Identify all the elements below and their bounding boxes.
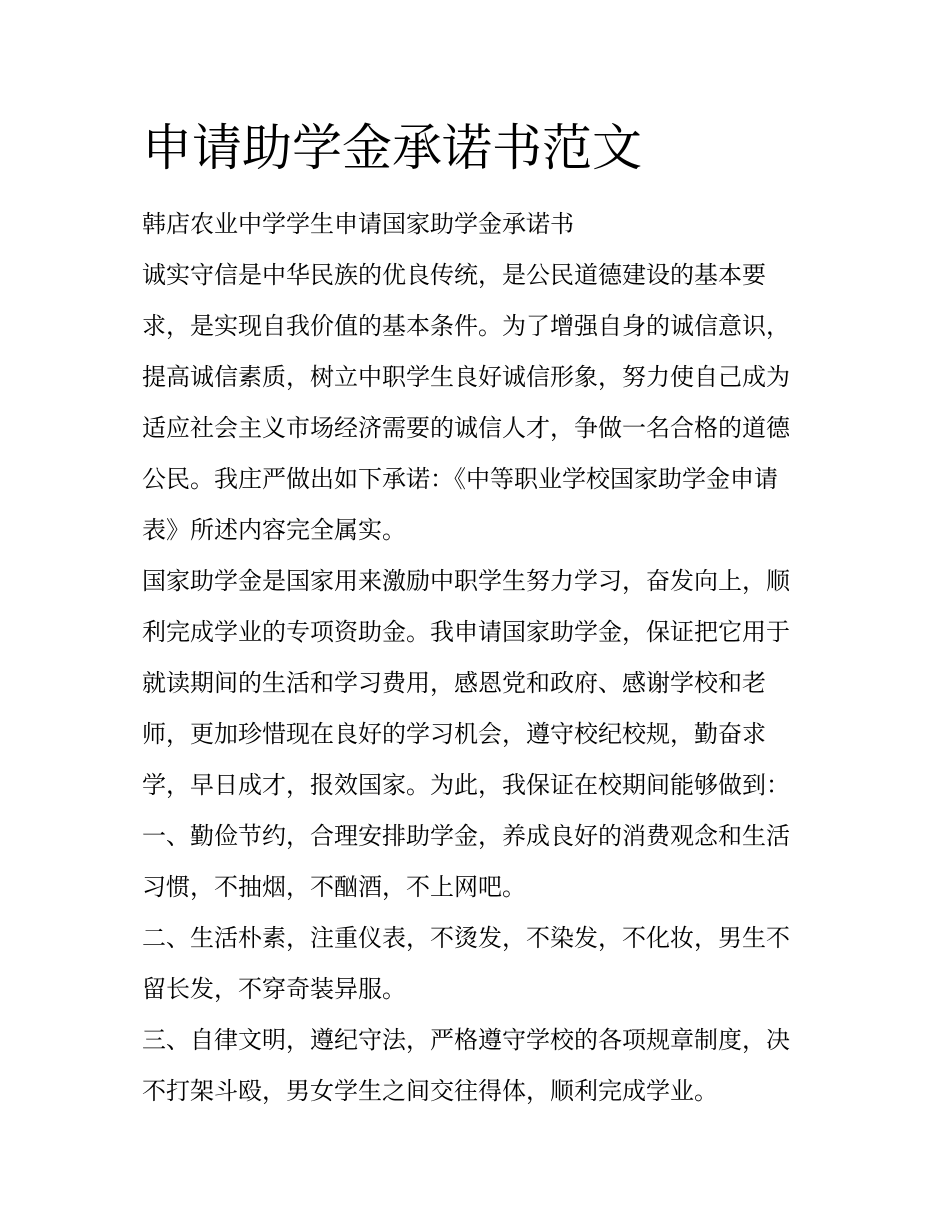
text-line: 留长发，不穿奇装异服。 xyxy=(142,975,406,1003)
paragraph-grant-purpose xyxy=(142,556,812,811)
text-line: 三、自律文明，遵纪守法，严格遵守学校的各项规章制度，决 xyxy=(142,1026,790,1054)
text-line: 提高诚信素质，树立中职学生良好诚信形象，努力使自己成为 xyxy=(142,363,790,391)
text-line: 就读期间的生活和学习费用，感恩党和政府、感谢学校和老 xyxy=(142,669,766,697)
text-line: 不打架斗殴，男女学生之间交往得体，顺利完成学业。 xyxy=(142,1077,718,1105)
text-line: 表》所述内容完全属实。 xyxy=(142,516,406,544)
document-title: 申请助学金承诺书范文 xyxy=(142,119,642,177)
text-line: 适应社会主义市场经济需要的诚信人才，争做一名合格的道德 xyxy=(142,414,790,442)
text-line: 公民。我庄严做出如下承诺：《中等职业学校国家助学金申请 xyxy=(142,465,778,493)
document-body xyxy=(142,250,812,1117)
text-line: 师，更加珍惜现在良好的学习机会，遵守校纪校规，勤奋求 xyxy=(142,720,766,748)
text-line: 求，是实现自我价值的基本条件。为了增强自身的诚信意识， xyxy=(142,312,790,340)
document-subtitle: 韩店农业中学学生申请国家助学金承诺书 xyxy=(142,210,574,238)
paragraph-integrity xyxy=(142,250,812,556)
pledge-item-2 xyxy=(142,913,812,1015)
text-line: 学，早日成才，报效国家。为此，我保证在校期间能够做到： xyxy=(142,771,790,799)
text-line: 一、勤俭节约，合理安排助学金，养成良好的消费观念和生活 xyxy=(142,822,790,850)
text-line: 利完成学业的专项资助金。我申请国家助学金，保证把它用于 xyxy=(142,618,790,646)
text-line: 国家助学金是国家用来激励中职学生努力学习，奋发向上，顺 xyxy=(142,567,790,595)
text-line: 二、生活朴素，注重仪表，不烫发，不染发，不化妆，男生不 xyxy=(142,924,790,952)
text-line: 习惯，不抽烟，不酗酒，不上网吧。 xyxy=(142,873,526,901)
text-line: 诚实守信是中华民族的优良传统，是公民道德建设的基本要 xyxy=(142,261,766,289)
pledge-item-1 xyxy=(142,811,812,913)
pledge-item-3 xyxy=(142,1015,812,1117)
